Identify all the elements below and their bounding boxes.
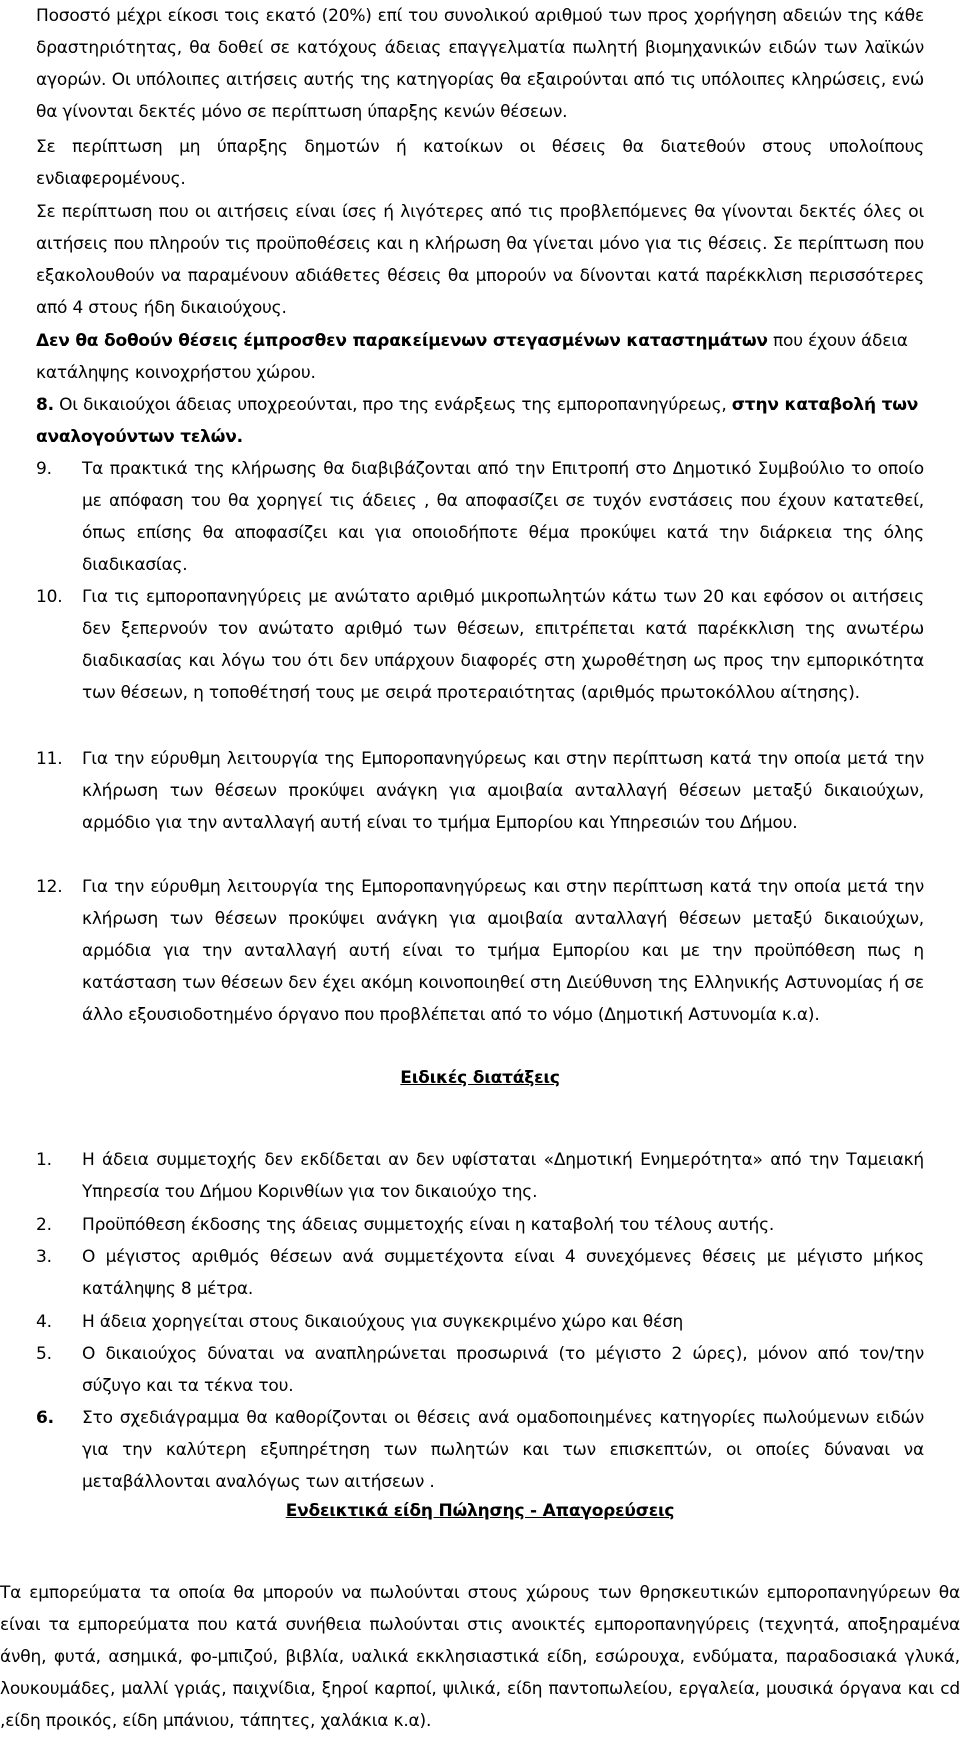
item-text: Στο σχεδιάγραμμα θα καθορίζονται οι θέσεις ανά ομαδοποιημένες κατηγορίες πωλούμενων ειδών για την καλύτερη εξυπηρέτηση των πωλητών και των επισκεπτών, οι οποίες δύναναι να μεταβάλλονται αναλόγως των αιτήσεων . [82, 1408, 924, 1492]
item-text: Η άδεια χορηγείται στους δικαιούχους για συγκεκριμένο χώρο και θέση [82, 1312, 684, 1332]
paragraph-no-residents: Σε περίπτωση μη ύπαρξης δημοτών ή κατοίκων οι θέσεις θα διατεθούν στους υπολοίπους ενδιαφερομένους. [36, 137, 924, 189]
item-number: 2. [36, 1215, 52, 1235]
paragraph-quota: Ποσοστό μέχρι είκοσι τοις εκατό (20%) επί του συνολικού αριθμού των προς χορήγηση αδειών της κάθε δραστηριότητας, θα δοθεί σε κατόχους άδειας επαγγελματία πωλητή βιομηχανικών ειδών των λαϊκών αγορών. Οι υπόλοιπες αιτήσεις αυτής της κατηγορίας θα εξαιρούνται από τις υπόλοιπες κληρώσεις, ενώ θα γίνονται δεκτές μόνο σε περίπτωση ύπαρξης κενών θέσεων. [36, 6, 924, 122]
item-text: Ο δικαιούχος δύναται να αναπληρώνεται προσωρινά (το μέγιστο 2 ώρες), μόνον από τον/την σύζυγο και τα τέκνα του. [82, 1344, 924, 1396]
item-text: Για την εύρυθμη λειτουργία της Εμποροπανηγύρεως και στην περίπτωση κατά την οποία μετά την κλήρωση των θέσεων προκύψει ανάγκη για αμοιβαία ανταλλαγή θέσεων μεταξύ δικαιούχων, αρμόδιο για την ανταλλαγή αυτή είναι το τμήμα Εμπορίου και Υπηρεσιών του Δήμου. [82, 749, 924, 833]
item-number: 11. [36, 749, 63, 769]
item-bold-text: στην καταβολή των αναλογούντων τελών. [36, 395, 919, 447]
paragraph-no-front-positions [36, 325, 924, 389]
item-number: 9. [36, 459, 52, 479]
item-text: Η άδεια συμμετοχής δεν εκδίδεται αν δεν υφίσταται «Δημοτική Ενημερότητα» από την Ταμειακή Υπηρεσία του Δήμου Κορινθίων για τον δικαιούχο της. [82, 1150, 924, 1202]
special-item-3 [36, 1241, 924, 1305]
item-text: Για την εύρυθμη λειτουργία της Εμποροπανηγύρεως και στην περίπτωση κατά την οποία μετά την κλήρωση των θέσεων προκύψει ανάγκη για αμοιβαία ανταλλαγή θέσεων μεταξύ δικαιούχων, αρμόδια για την ανταλλαγή αυτή είναι το τμήμα Εμπορίου και με την προϋπόθεση πως η κατάσταση των θέσεων δεν έχει ακόμη κοινοποιηθεί στη Διεύθυνση της Ελληνικής Αστυνομίας ή σε άλλο εξουσιοδοτημένο όργανο που προβλέπεται από το νόμο (Δημοτική Αστυνομία κ.α). [82, 877, 924, 1025]
item-number: 1. [36, 1150, 52, 1170]
special-item-5 [36, 1338, 924, 1402]
numbered-item-11 [36, 743, 924, 873]
numbered-item-10 [36, 581, 924, 743]
item-number: 8. [36, 395, 54, 415]
special-item-6 [36, 1402, 924, 1498]
item-number: 3. [36, 1247, 52, 1267]
paragraph-bold-lead: Δεν θα δοθούν θέσεις έμπροσθεν παρακείμενων στεγασμένων καταστημάτων [36, 331, 768, 351]
item-number: 12. [36, 877, 63, 897]
special-provisions-heading: Ειδικές διατάξεις [400, 1068, 560, 1088]
special-item-4 [36, 1306, 924, 1338]
paragraph-rest: που έχουν άδεια κατάληψης κοινοχρήστου χώρου. [36, 331, 908, 383]
goods-heading: Ενδεικτικά είδη Πώλησης - Απαγορεύσεις [285, 1501, 675, 1521]
goods-paragraph: Τα εμπορεύματα τα οποία θα μπορούν να πωλούνται στους χώρους των θρησκευτικών εμποροπανηγύρεων θα είναι τα εμπορεύματα που κατά συνήθεια πωλούνται στις ανοικτές εμποροπανηγύρεις (τεχνητά, αποξηραμένα άνθη, φυτά, ασημικά, φο-μπιζού, βιβλία, υαλικά εκκλησιαστικά είδη, εσώρουχα, ενδύματα, παραδοσιακά γλυκά, λουκουμάδες, μαλλί γριάς, παιχνίδια, ξηροί καρποί, ψιλικά, είδη παντοπωλείου, εργαλεία, μουσικά όργανα και cd ,είδη προικός, είδη μπάνιου, τάπητες, χαλάκια κ.α). [0, 1583, 960, 1731]
paragraph-equal-applications: Σε περίπτωση που οι αιτήσεις είναι ίσες ή λιγότερες από τις προβλεπόμενες θα γίνονται δεκτές όλες οι αιτήσεις που πληρούν τις προϋποθέσεις και η κλήρωση θα γίνεται μόνο για τις θέσεις. Σε περίπτωση που εξακολουθούν να παραμένουν αδιάθετες θέσεις θα μπορούν να δίνονται κατά παρέκκλιση περισσότερες από 4 στους ήδη δικαιούχους. [36, 202, 924, 318]
item-number: 4. [36, 1312, 52, 1332]
item-text: Προϋπόθεση έκδοσης της άδειας συμμετοχής είναι η καταβολή του τέλους αυτής. [82, 1215, 775, 1235]
item-text: Τα πρακτικά της κλήρωσης θα διαβιβάζονται από την Επιτροπή στο Δημοτικό Συμβούλιο το οποίο με απόφαση του θα χορηγεί τις άδειες , θα αποφασίζει σε τυχόν ενστάσεις που έχουν κατατεθεί, όπως επίσης θα αποφασίζει και για οποιοδήποτε θέμα προκύψει κατά την διάρκεια της όλης διαδικασίας. [82, 459, 924, 575]
item-number: 5. [36, 1344, 52, 1364]
item-number: 6. [36, 1408, 54, 1428]
special-item-1 [36, 1144, 924, 1208]
item-text: Για τις εμποροπανηγύρεις με ανώτατο αριθμό μικροπωλητών κάτω των 20 και εφόσον οι αιτήσεις δεν ξεπερνούν τον ανώτατο αριθμό των θέσεων, επιτρέπεται κατά παρέκκλιση της ανωτέρω διαδικασίας και λόγω του ότι δεν υπάρχουν διαφορές στη χωροθέτηση ως προς την εμπορικότητα των θέσεων, η τοποθέτησή τους με σειρά προτεραιότητας (αριθμός πρωτοκόλλου αίτησης). [82, 587, 924, 703]
numbered-item-9 [36, 453, 924, 583]
numbered-item-8 [36, 389, 924, 453]
item-text: Ο μέγιστος αριθμός θέσεων ανά συμμετέχοντα είναι 4 συνεχόμενες θέσεις με μέγιστο μήκος κατάληψης 8 μέτρα. [82, 1247, 924, 1299]
item-number: 10. [36, 587, 63, 607]
numbered-item-12 [36, 871, 924, 1065]
item-text: Οι δικαιούχοι άδειας υποχρεούνται, προ της ενάρξεως της εμποροπανηγύρεως, [59, 395, 732, 415]
special-item-2 [36, 1209, 924, 1241]
